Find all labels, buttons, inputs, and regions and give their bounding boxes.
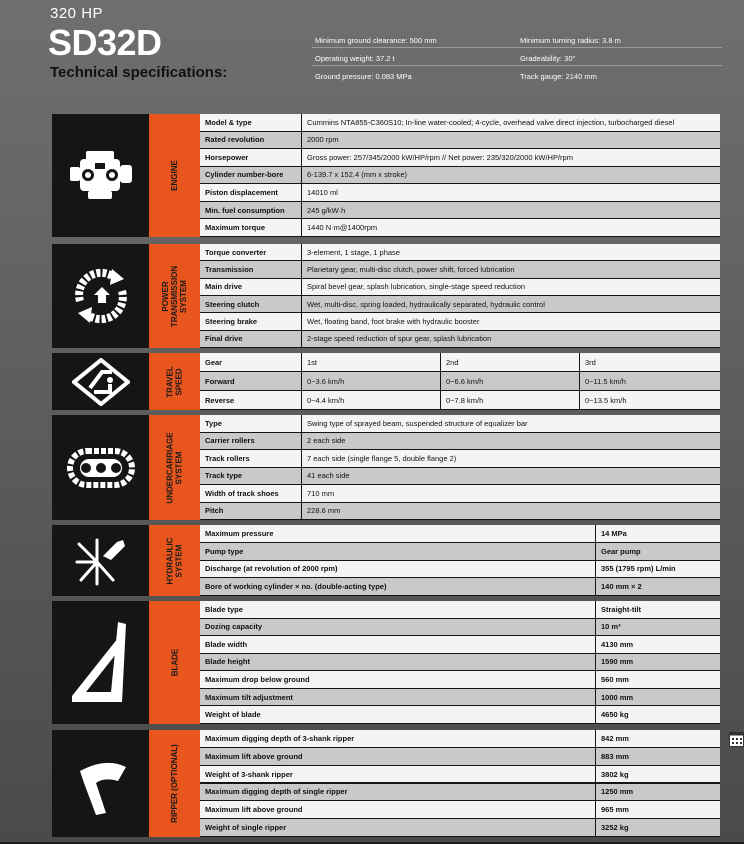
spec-value-cell: 228.6 mm <box>302 503 720 521</box>
spec-value-cell: 1250 mm <box>596 784 720 802</box>
spec-name-cell: Width of track shoes <box>200 485 302 503</box>
spec-name-cell: Maximum drop below ground <box>200 671 596 689</box>
section-label <box>165 537 183 584</box>
hydraulic-icon <box>52 525 149 596</box>
spec-name-cell: Piston displacement <box>200 184 302 202</box>
table-row <box>200 353 720 372</box>
travel-label-cell <box>149 353 200 410</box>
header-spec: Operating weight: 37.2 t <box>315 54 395 63</box>
spec-value-cell: 842 mm <box>596 730 720 748</box>
table-row <box>200 784 720 802</box>
spec-value-cell: 1st <box>302 353 441 372</box>
spec-name-cell: Transmission <box>200 261 302 278</box>
spec-value-cell: 3802 kg <box>596 766 720 784</box>
table-row <box>200 167 720 185</box>
spec-value-cell: 0~13.5 km/h <box>580 391 720 410</box>
power-transmission-section <box>52 244 720 348</box>
undercarriage-label-cell <box>149 415 200 520</box>
section-label: RIPPER (OPTIONAL) <box>170 744 180 823</box>
table-row <box>200 503 720 521</box>
spec-value-cell: Straight-tilt <box>596 601 720 619</box>
spec-value-cell: 1440 N·m@1400rpm <box>302 219 720 237</box>
table-row <box>200 202 720 220</box>
table-row <box>200 578 720 596</box>
ripper-section <box>52 730 720 837</box>
spec-name-cell: Type <box>200 415 302 433</box>
spec-value-cell: 0~4.4 km/h <box>302 391 441 410</box>
spec-value-cell: 6-139.7 x 152.4 (mm x stroke) <box>302 167 720 185</box>
undercarriage-section <box>52 415 720 520</box>
table-row <box>200 433 720 451</box>
label-line: SPEED <box>174 367 184 396</box>
spec-value-cell: Planetary gear, multi-disc clutch, power shift, forced lubrication <box>302 261 720 278</box>
label-line: UNDERCARRIAGE <box>165 431 175 504</box>
spec-name-cell: Forward <box>200 372 302 391</box>
spec-value-cell: 0~11.5 km/h <box>580 372 720 391</box>
table-row <box>200 450 720 468</box>
table-row <box>200 391 720 410</box>
table-row <box>200 706 720 724</box>
spec-name-cell: Carrier rollers <box>200 433 302 451</box>
header-spec: Minimum turning radius: 3.8 m <box>520 36 621 45</box>
spec-value-cell: Spiral bevel gear, splash lubrication, single-stage speed reduction <box>302 279 720 296</box>
spec-name-cell: Dozing capacity <box>200 619 596 637</box>
spec-value-cell: Gear pump <box>596 543 720 561</box>
spec-value-cell: Gross power: 257/345/2000 kW/HP/rpm // Net power: 235/320/2000 kW/HP/rpm <box>302 149 720 167</box>
spec-name-cell: Maximum digging depth of single ripper <box>200 784 596 802</box>
spec-name-cell: Min. fuel consumption <box>200 202 302 220</box>
spec-name-cell: Weight of blade <box>200 706 596 724</box>
spec-value-cell: Wet, floating band, foot brake with hydraulic booster <box>302 313 720 330</box>
header-spec: Track gauge: 2140 mm <box>520 72 597 81</box>
table-row <box>200 485 720 503</box>
table-row <box>200 296 720 313</box>
spec-value-cell: 1000 mm <box>596 689 720 707</box>
table-row <box>200 261 720 278</box>
travel-speed-section <box>52 353 720 410</box>
table-row <box>200 468 720 486</box>
table-row <box>200 801 720 819</box>
label-line: SYSTEM <box>179 279 188 313</box>
spec-name-cell: Final drive <box>200 331 302 348</box>
spec-value-cell: 14 MPa <box>596 525 720 543</box>
spec-value-cell: Swing type of sprayed beam, suspended structure of equalizer bar <box>302 415 720 433</box>
blade-label-cell <box>149 601 200 724</box>
table-row <box>200 114 720 132</box>
section-label <box>166 366 184 397</box>
ripper-icon <box>52 730 149 837</box>
spec-value-cell: 3rd <box>580 353 720 372</box>
engine-table <box>200 114 720 237</box>
spec-value-cell: 245 g/kW·h <box>302 202 720 220</box>
table-row <box>200 331 720 348</box>
blade-icon <box>52 601 149 724</box>
spec-name-cell: Bore of working cylinder × no. (double-acting type) <box>200 578 596 596</box>
spec-name-cell: Maximum digging depth of 3-shank ripper <box>200 730 596 748</box>
table-row <box>200 279 720 296</box>
table-row <box>200 730 720 748</box>
header-spec: Ground pressure: 0.083 MPa <box>315 72 412 81</box>
spec-name-cell: Maximum torque <box>200 219 302 237</box>
gear-cycle-icon <box>52 244 149 348</box>
spec-value-cell: 0~7.8 km/h <box>441 391 580 410</box>
spec-name-cell: Maximum pressure <box>200 525 596 543</box>
model-title: SD32D <box>48 22 162 63</box>
table-row <box>200 184 720 202</box>
spec-value-cell: 14010 ml <box>302 184 720 202</box>
table-row <box>200 671 720 689</box>
section-label: BLADE <box>170 648 179 677</box>
spec-value-cell: 560 mm <box>596 671 720 689</box>
table-row <box>200 636 720 654</box>
travel-icon <box>52 353 149 410</box>
spec-value-cell: 41 each side <box>302 468 720 486</box>
spec-name-cell: Reverse <box>200 391 302 410</box>
spec-value-cell: 0~6.6 km/h <box>441 372 580 391</box>
table-row <box>200 819 720 837</box>
spec-value-cell: 2 each side <box>302 433 720 451</box>
spec-name-cell: Blade width <box>200 636 596 654</box>
spec-name-cell: Pump type <box>200 543 596 561</box>
spec-value-cell: 1590 mm <box>596 654 720 672</box>
header-spec: Minimum ground clearance: 500 mm <box>315 36 437 45</box>
blade-table <box>200 601 720 724</box>
spec-name-cell: Maximum lift above ground <box>200 801 596 819</box>
ripper-table <box>200 730 720 837</box>
table-row <box>200 149 720 167</box>
spec-name-cell: Steering clutch <box>200 296 302 313</box>
engine-icon <box>52 114 149 237</box>
hydraulic-section <box>52 525 720 596</box>
hydraulic-table <box>200 525 720 596</box>
section-label <box>161 265 188 326</box>
blade-section <box>52 601 720 724</box>
spec-value-cell: 965 mm <box>596 801 720 819</box>
spec-name-cell: Track type <box>200 468 302 486</box>
table-row <box>200 372 720 391</box>
divider <box>312 65 722 66</box>
spec-value-cell: 4650 kg <box>596 706 720 724</box>
spec-name-cell: Weight of single ripper <box>200 819 596 837</box>
spec-value-cell: 2000 rpm <box>302 132 720 150</box>
spec-name-cell: Pitch <box>200 503 302 521</box>
spec-value-cell: 140 mm × 2 <box>596 578 720 596</box>
ripper-label-cell <box>149 730 200 837</box>
spec-name-cell: Torque converter <box>200 244 302 261</box>
spec-name-cell: Track rollers <box>200 450 302 468</box>
spec-value-cell: 7 each side (single flange 5, double flange 2) <box>302 450 720 468</box>
spec-name-cell: Gear <box>200 353 302 372</box>
power-label-cell <box>149 244 200 348</box>
table-row <box>200 525 720 543</box>
spec-name-cell: Maximum tilt adjustment <box>200 689 596 707</box>
horsepower-label: 320 HP <box>50 5 104 22</box>
table-row <box>200 132 720 150</box>
table-row <box>200 561 720 579</box>
spec-name-cell: Blade height <box>200 654 596 672</box>
table-row <box>200 748 720 766</box>
label-line: HYDRAULIC <box>165 536 175 585</box>
spec-name-cell: Weight of 3-shank ripper <box>200 766 596 784</box>
header-spec: Gradeability: 30° <box>520 54 576 63</box>
spec-value-cell: 3252 kg <box>596 819 720 837</box>
section-label <box>166 432 184 503</box>
spec-value-cell: Wet, multi-disc, spring loaded, hydraulically separated, hydraulic control <box>302 296 720 313</box>
engine-section <box>52 114 720 237</box>
label-line: SYSTEM <box>174 544 184 577</box>
label-line: TRAVEL <box>165 365 175 398</box>
section-label: ENGINE <box>169 160 179 191</box>
spec-name-cell: Main drive <box>200 279 302 296</box>
label-line: TRANSMISSION <box>170 265 179 327</box>
spec-value-cell: 10 m³ <box>596 619 720 637</box>
spec-name-cell: Rated revolution <box>200 132 302 150</box>
spec-value-cell: 4130 mm <box>596 636 720 654</box>
label-line: POWER <box>161 280 170 312</box>
spec-name-cell: Horsepower <box>200 149 302 167</box>
hydraulic-label-cell <box>149 525 200 596</box>
spec-name-cell: Discharge (at revolution of 2000 rpm) <box>200 561 596 579</box>
table-row <box>200 244 720 261</box>
engine-label-cell <box>149 114 200 237</box>
spec-name-cell: Blade type <box>200 601 596 619</box>
subtitle: Technical specifications: <box>50 64 228 81</box>
spec-value-cell: Cummins NTA855-C360S10; In-line water-cooled; 4-cycle, overhead valve direct injection, turbocharged diesel <box>302 114 720 132</box>
spec-value-cell: 2nd <box>441 353 580 372</box>
spec-name-cell: Model & type <box>200 114 302 132</box>
spec-value-cell: 355 (1795 rpm) L/min <box>596 561 720 579</box>
table-row <box>200 313 720 330</box>
spec-name-cell: Steering brake <box>200 313 302 330</box>
spec-value-cell: 883 mm <box>596 748 720 766</box>
spec-value-cell: 3-element, 1 stage, 1 phase <box>302 244 720 261</box>
spec-value-cell: 0~3.6 km/h <box>302 372 441 391</box>
table-row <box>200 619 720 637</box>
table-row <box>200 415 720 433</box>
spec-value-cell: 2-stage speed reduction of spur gear, splash lubrication <box>302 331 720 348</box>
header <box>0 0 744 108</box>
spec-name-cell: Maximum lift above ground <box>200 748 596 766</box>
spec-name-cell: Cylinder number-bore <box>200 167 302 185</box>
table-row <box>200 219 720 237</box>
table-row <box>200 689 720 707</box>
table-row <box>200 543 720 561</box>
calendar-icon[interactable] <box>729 730 744 748</box>
table-row <box>200 654 720 672</box>
table-row <box>200 601 720 619</box>
power-table <box>200 244 720 348</box>
track-icon <box>52 415 149 520</box>
table-row <box>200 766 720 784</box>
spec-value-cell: 710 mm <box>302 485 720 503</box>
label-line: SYSTEM <box>174 451 184 484</box>
travel-table <box>200 353 720 410</box>
divider <box>312 47 722 48</box>
undercarriage-table <box>200 415 720 520</box>
